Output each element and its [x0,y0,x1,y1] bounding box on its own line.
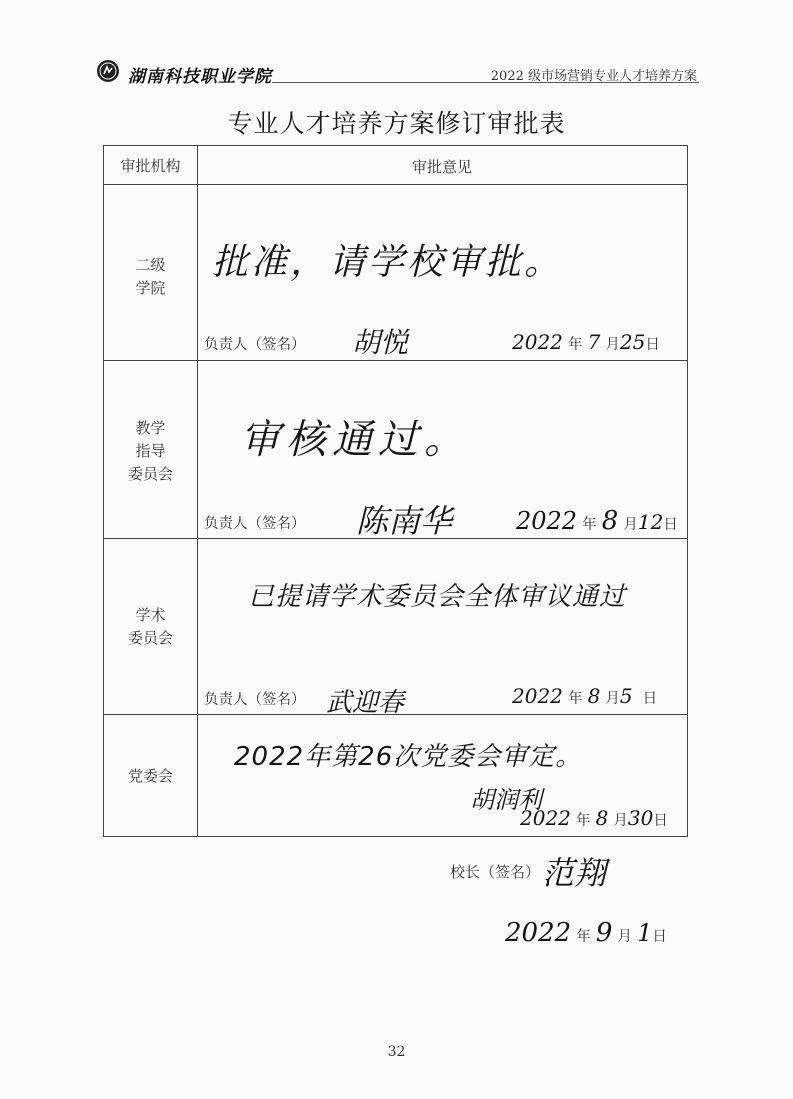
signature-label: 负责人（签名） [204,692,306,708]
handwritten-signature: 胡悦 [352,326,409,359]
header-divider [272,82,699,83]
approval-date: 2022 年 7 月25日 [512,330,660,354]
principal-date: 2022 年 9 月 1日 [505,918,667,948]
column-header-opinion: 审批意见 [411,158,472,176]
handwritten-opinion: 已提请学术委员会全体审议通过 [248,582,627,612]
page-header [96,56,699,86]
org-name: 二级 学院 [135,256,166,297]
handwritten-opinion: 审核通过。 [240,417,470,463]
handwritten-opinion: 2022年第26次党委会审定。 [234,742,583,772]
approval-date: 2022 年 8 月12日 [516,506,678,536]
org-name: 学术 委员会 [127,606,173,647]
signature-label: 负责人（签名） [204,337,306,353]
signature-label: 负责人（签名） [204,516,306,532]
column-header-org: 审批机构 [120,157,181,175]
approval-date: 2022 年 8 月5 日 [512,684,658,708]
org-name: 教学 指导 委员会 [127,419,173,483]
row-divider [104,184,687,185]
principal-signature-label: 校长（签名） [450,863,541,881]
page-number: 32 [387,1044,406,1060]
org-name: 党委会 [127,767,173,785]
handwritten-signature: 陈南华 [356,502,453,540]
page-title: 专业人才培养方案修订审批表 [227,109,566,138]
handwritten-signature: 胡润利 [470,786,542,814]
handwritten-opinion: 批准，请学校审批。 [212,242,564,283]
approval-table [103,145,688,837]
document-name: 2022 级市场营销专业人才培养方案 [490,69,697,84]
school-name: 湖南科技职业学院 [128,67,272,87]
handwritten-signature: 武迎春 [326,688,405,718]
column-divider [197,146,198,836]
principal-handwritten-signature: 范翔 [542,854,607,892]
approval-date: 2022 年 8 月30日 [520,806,668,830]
school-seal-icon [96,59,120,83]
